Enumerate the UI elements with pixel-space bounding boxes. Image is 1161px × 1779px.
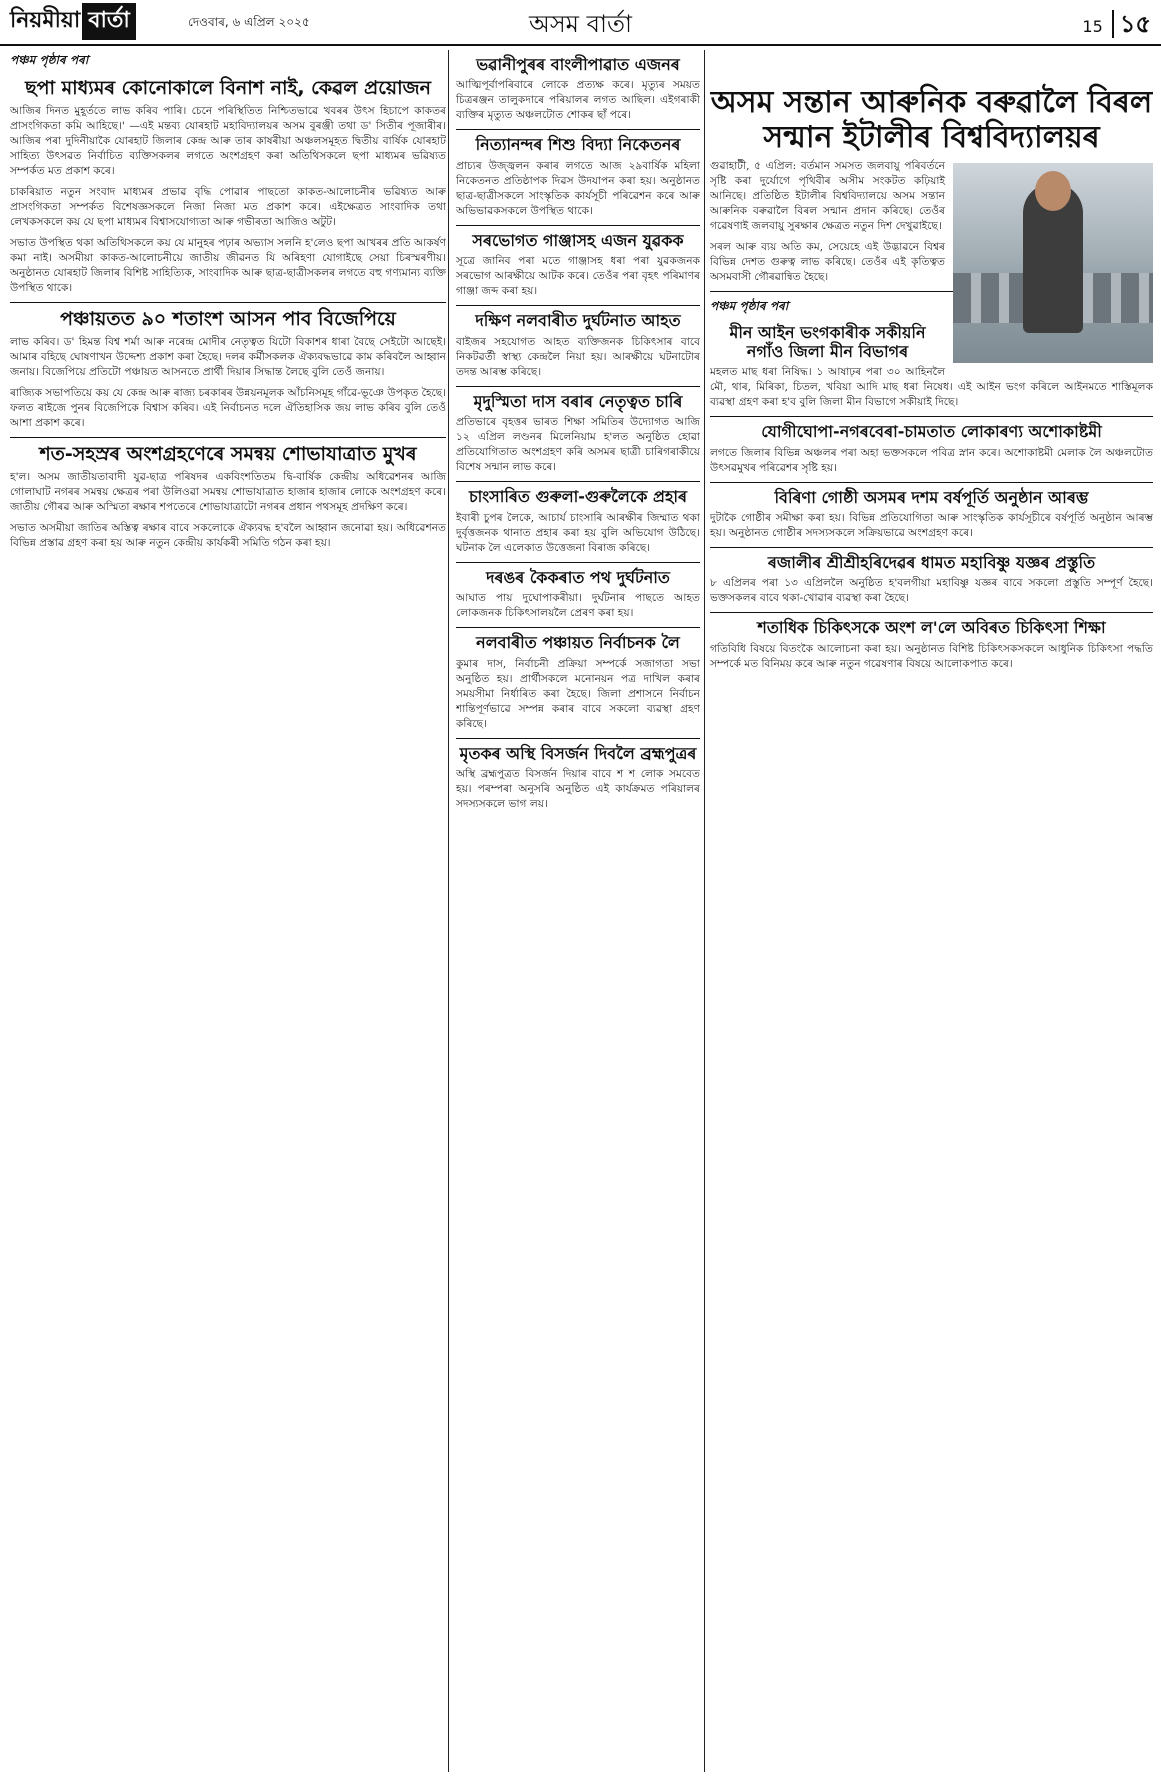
article-divider (456, 562, 700, 563)
headline-panchayat: পঞ্চায়তত ৯০ শতাংশ আসন পাব বিজেপিয়ে (60, 308, 396, 331)
person-head (1035, 171, 1071, 211)
logo-part1: নিয়মীয়া (10, 7, 81, 33)
article-divider (456, 225, 700, 226)
headline-immersion: মৃতকৰ অস্থি বিসৰ্জন দিবলৈ ব্ৰহ্মপুত্ৰৰ (459, 743, 697, 763)
article-body: সভাত অসমীয়া জাতিৰ অস্তিত্ব ৰক্ষাৰ বাবে সকলোকে ঐক্যবদ্ধ হ'বলৈ আহ্বান জনোৱা হয়। অধিৱেশনত বিভিন্ন প্ৰস্তাৱ গ্ৰহণ কৰা হয় আৰু নতুন কেন্দ্ৰীয় কাৰ্যকৰী সমিতি গঠন কৰা হয়। (10, 522, 446, 550)
article-body: ৰাজ্যিক সভাপতিয়ে কয় যে কেন্দ্ৰ আৰু ৰাজ্য চৰকাৰৰ উন্নয়নমূলক আঁচনিসমূহ গাঁৱে-ভূঞে উপকৃত হৈছে। ফলত ৰাইজে পুনৰ বিজেপিকে বিশ্বাস কৰিব। এই নিৰ্বাচনত দলে ঐতিহাসিক জয় লাভ কৰিব বুলি তেওঁ আশা প্ৰকাশ কৰে। (10, 387, 446, 430)
article-body: আত্মিপূৰ্বাপৰিবাৰে লোকে প্ৰত্যক্ষ কৰে। মৃত্যুৰ সময়ত চিত্ৰৰঞ্জন তালুকদাৰে পৰিয়ালৰ লগত আছিল। এইগৰাকী ব্যক্তিৰ মৃত্যুত অঞ্চলটোত শোকৰ ছাঁ পৰে। (456, 79, 700, 122)
headline-ashokashtami: যোগীঘোপা-নগৰবেৰা-চামতাত লোকাৰণ্য অশোকাষ্টমী (761, 422, 1102, 442)
headline-darrang-accident: দৰঙৰ কৈকৰাত পথ দুৰ্ঘটনাত (486, 567, 670, 587)
article-divider (710, 482, 1153, 483)
column-divider (704, 50, 705, 1772)
article-body: কুমাৰ দাস, নিৰ্বাচনী প্ৰক্ৰিয়া সম্পৰ্কে সজাগতা সভা অনুষ্ঠিত হয়। প্ৰাৰ্থীসকলে মনোনয়ন পত্ৰ দাখিল কৰাৰ সময়সীমা নিৰ্ধাৰিত কৰা হৈছে। জিলা প্ৰশাসনে নিৰ্বাচন শান্তিপূৰ্ণভাৱে সম্পন্ন কৰাৰ বাবে সকলো ব্যৱস্থা গ্ৰহণ কৰিছে। (456, 657, 700, 730)
article-divider (10, 437, 446, 438)
article-divider (456, 386, 700, 387)
headline-nityananda-school: নিত্যানন্দৰ শিশু বিদ্যা নিকেতনৰ (475, 135, 681, 155)
headline-changsari: চাংসাৰিত গুৰুলা-গুৰুলৈকে প্ৰহাৰ (468, 487, 688, 507)
headline-nalbari-election: নলবাৰীত পঞ্চায়ত নিৰ্বাচনক লৈ (476, 633, 680, 653)
article-body: হ'ল। অসম জাতীয়তাবাদী যুৱ-ছাত্ৰ পৰিষদৰ একবিংশতিতম দ্বি-বাৰ্ষিক কেন্দ্ৰীয় অধিৱেশনৰ আজি গোলাঘাট নগৰৰ সমন্বয় ক্ষেত্ৰৰ পৰা উলিওৱা সমন্বয় শোভাযাত্ৰাত হাজাৰ হাজাৰ লোকে অংশগ্ৰহণ কৰে। জাতীয় গৌৰৱ আৰু অস্মিতা ৰক্ষাৰ শপতেৰে শোভাযাত্ৰাটো নগৰৰ প্ৰধান পথসমূহ প্ৰদক্ষিণ কৰে। (10, 471, 446, 514)
article-body: ৮ এপ্ৰিলৰ পৰা ১৩ এপ্ৰিললৈ অনুষ্ঠিত হ'বলগীয়া মহাবিষ্ণু যজ্ঞৰ বাবে সকলো প্ৰস্তুতি সম্পূৰ্ণ হৈছে। ভক্তসকলৰ বাবে থকা-খোৱাৰ ব্যৱস্থা কৰা হৈছে। (710, 577, 1153, 605)
page-number (1082, 6, 1151, 46)
page-number-latin: 15 (1082, 17, 1103, 36)
headline-birina: বিৰিণা গোষ্ঠী অসমৰ দশম বৰ্ষপূৰ্তি অনুষ্ঠান আৰম্ভ (774, 487, 1089, 507)
article-divider (710, 416, 1153, 417)
headline-rajali: ৰজালীৰ শ্ৰীশ্ৰীহৰিদেৱৰ ধামত মহাবিষ্ণু যজ্ঞৰ প্ৰস্তুতি (767, 553, 1096, 573)
article-body: প্ৰাচ্যৰ উজ্জ্বলন কৰাৰ লগতে আজ ২৯বাৰ্ষিক মহিলা নিকেতনত প্ৰতিষ্ঠাপক দিৱস উদযাপন কৰা হয়। অনুষ্ঠানত ছাত্ৰ-ছাত্ৰীসকলে সাংস্কৃতিক কাৰ্যসূচী পৰিৱেশন কৰে আৰু অভিভাৱকসকলে উপস্থিত থাকে। (456, 159, 700, 217)
article-body: লগতে জিলাৰ বিভিন্ন অঞ্চলৰ পৰা অহা ভক্তসকলে পবিত্ৰ স্নান কৰে। অশোকাষ্টমী মেলাক লৈ অঞ্চলটোত উৎসৱমুখৰ পৰিৱেশৰ সৃষ্টি হয়। (710, 446, 1153, 474)
column-left (10, 50, 446, 1772)
article-body: গুৱাহাটী, ৫ এপ্ৰিল: বৰ্তমান সমসত জলবায়ু পৰিবৰ্তনে সৃষ্টি কৰা দুৰ্যোগে পৃথিবীৰ অসীম সংকটত কঢ়িয়াই আনিছে। প্ৰতিষ্ঠিত ইটালীৰ বিশ্ববিদ্যালয়ে অসম সন্তান আৰুনিক বৰুৱালৈ বিৰল সন্মান প্ৰদান কৰিছে। তেওঁৰ গৱেষণাই জলবায়ু সুৰক্ষাৰ ক্ষেত্ৰত নতুন দিশ দেখুৱাইছে। (710, 160, 945, 233)
article-body: আজিৰ দিনত মুহূৰ্ততে লাভ কৰিব পাৰি। চেনে পৰিস্থিতিত নিশ্চিতভাৱে খবৰৰ উৎস হিচাপে কাকতৰ প্ৰাসংগিকতা কমি আহিছে।' —এই মন্তব্য যোৰহাট মহাবিদ্যালয়ৰ অসম বুৰঞ্জী তথা ড' সিতীৰ পূজাৰীৰ। আজিৰ পৰা দুদিনীয়াকৈ যোৰহাট জিলাৰ কেন্দ্ৰ আৰু তাৰ কাষৰীয়া অঞ্চলসমূহত দ্বিতীয় বাৰ্ষিক যোৰহাট সাহিত্য উৎসৱত নিৰ্বাচিত ব্যক্তিসকলৰ লগতে অংশগ্ৰহণ কৰা অতিথিসকলে ছপা মাধ্যমৰ ভৱিষ্যত সম্পৰ্কত মত প্ৰকাশ কৰে। (10, 104, 446, 177)
article-divider (456, 481, 700, 482)
headline-medical-education: শতাধিক চিকিৎসকে অংশ ল'লে অবিৰত চিকিৎসা শিক্ষা (757, 618, 1106, 638)
article-body: লাভ কৰিব। ড' হিমন্ত বিশ্ব শৰ্মা আৰু নৰেন্দ্ৰ মোদীৰ নেতৃত্বত যিটো বিকাশৰ ধাৰা বৈছে সেইটো আছেই। আমাৰ বহিছে ঘোষণাখন উদ্দেশ্য প্ৰকাশ কৰা হৈছে। দলৰ কৰ্মীসকলক ঐক্যবদ্ধভাৱে কাম কৰিবলৈ আহ্বান জনায়। বিজেপিয়ে প্ৰতিটো পঞ্চায়ত আসনতে প্ৰাৰ্থী দিয়াৰ সিদ্ধান্ত লৈছে বুলি তেওঁ জনায়। (10, 336, 446, 379)
news-photo (953, 163, 1153, 363)
article-divider (456, 738, 700, 739)
article-body: ইবাৰী চুপৰ লৈকে, আচাৰ্য চাংসাৰি আৰক্ষীৰ জিম্মাত থকা দুৰ্বৃত্তজনক থানাত প্ৰহাৰ কৰা হয় বুলি অভিযোগ উঠিছে। ঘটনাক লৈ এলেকাত উত্তেজনা বিৰাজ কৰিছে। (456, 511, 700, 554)
article-divider (10, 302, 446, 303)
column-right (710, 80, 1153, 1772)
column-middle (456, 50, 700, 1772)
logo-part2: বাৰ্তা (82, 3, 136, 40)
article-divider (710, 612, 1153, 613)
article-divider (456, 129, 700, 130)
article-divider (456, 305, 700, 306)
article-body: সৰল আৰু ব্যয় অতি কম, সেয়েহে এই উদ্ভাৱনে বিশ্বৰ বিভিন্ন দেশত গুৰুত্ব লাভ কৰিছে। তেওঁৰ এই কৃতিত্বত অসমবাসী গৌৰৱান্বিত হৈছে। (710, 241, 945, 284)
article-body: মহলত মাছ ধৰা নিষিদ্ধ। ১ আষাঢ়ৰ পৰা ৩০ আহিনলৈ মৌ, থাৰ, মিৰিকা, চিতল, খবিয়া আদি মাছ ধৰা নিষেধ। এই আইন ভংগ কৰিলে আইনমতে শাস্তিমূলক ব্যৱস্থা গ্ৰহণ কৰা হ'ব বুলি জিলা মীন বিভাগে সকীয়াই দিছে। (710, 366, 1153, 409)
article-body: চাকৰিয়াত নতুন সংবাদ মাধ্যমৰ প্ৰভাৱ বৃদ্ধি পোৱাৰ পাছতো কাকত-আলোচনীৰ ভৱিষ্যত আৰু প্ৰাসংগিকতা সম্পৰ্কত বিশেষজ্ঞসকলে নিজা নিজা মত প্ৰকাশ কৰে। এইক্ষেত্ৰত সাংবাদিক তথা লেখকসকলে কয় যে ছপা মাধ্যমৰ বিশ্বাসযোগ্যতা আৰু গভীৰতা আজিও অটুট। (10, 186, 446, 229)
article-body: গতিবিধি বিষয়ে বিতংকৈ আলোচনা কৰা হয়। অনুষ্ঠানত বিশিষ্ট চিকিৎসকসকলে আধুনিক চিকিৎসা পদ্ধতি সম্পৰ্কে মত বিনিময় কৰে আৰু নতুন গৱেষণাৰ বিষয়ে আলোকপাত কৰে। (710, 642, 1153, 670)
issue-date: দেওবাৰ, ৬ এপ্ৰিল ২০২৫ (188, 15, 310, 29)
page-number-assamese: ১৫ (1112, 10, 1151, 38)
article-divider (456, 627, 700, 628)
headline-nalbari-accident: দক্ষিণ নলবাৰীত দুৰ্ঘটনাত আহত (475, 311, 681, 331)
headline-italy-honour: অসম সন্তান আৰুনিক বৰুৱালৈ বিৰল সন্মান ইটালীৰ বিশ্ববিদ্যালয়ৰ (710, 85, 1153, 155)
continued-label: পঞ্চম পৃষ্ঠাৰ পৰা (710, 299, 789, 314)
continued-label: পঞ্চম পৃষ্ঠাৰ পৰা (10, 53, 89, 67)
headline-bhawanipur: ভৱানীপুৰৰ বাংলীপাৱাত এজনৰ (476, 55, 680, 74)
article-body: দুটাকৈ গোষ্ঠীৰ সমীক্ষা কৰা হয়। বিভিন্ন প্ৰতিযোগিতা আৰু সাংস্কৃতিক কাৰ্যসূচীৰে বৰ্ষপূৰ্তি অনুষ্ঠান আৰম্ভ হয়। অনুষ্ঠানত গোষ্ঠীৰ সদস্যসকলে সক্ৰিয়ভাৱে অংশগ্ৰহণ কৰে। (710, 511, 1153, 539)
masthead (0, 0, 1161, 46)
headline-procession: শত-সহস্ৰৰ অংশগ্ৰহণেৰে সমন্বয় শোভাযাত্ৰাত মুখৰ (39, 443, 417, 466)
headline-mridusmita: মৃদুস্মিতা দাস বৰাৰ নেতৃত্বত চাৰি (473, 391, 683, 411)
headline-fisheries: মীন আইন ভংগকাৰীক সকীয়নি নগাঁও জিলা মীন বিভাগৰ (729, 323, 926, 361)
article-body: সভাত উপস্থিত থকা অতিথিসকলে কয় যে মানুহৰ পঢ়াৰ অভ্যাস সলনি হ'লেও ছপা আখৰৰ প্ৰতি আকৰ্ষণ কমা নাই। অসমীয়া কাকত-আলোচনীয়ে জাতীয় জীৱনত যি অৰিহণা যোগাইছে সেয়া চিৰস্মৰণীয়। অনুষ্ঠানত যোৰহাট জিলাৰ বিশিষ্ট সাহিত্যিক, সাংবাদিক আৰু ছাত্ৰ-ছাত্ৰীসকলৰ লগতে বহু গণ্যমান্য ব্যক্তি উপস্থিত থাকে। (10, 237, 446, 295)
article-body: অস্থি ব্ৰহ্মপুত্ৰত বিসৰ্জন দিয়াৰ বাবে শ শ লোক সমবেত হয়। পৰম্পৰা অনুসৰি অনুষ্ঠিত এই কাৰ্যক্ৰমত পৰিয়ালৰ সদস্যসকলে ভাগ লয়। (456, 768, 700, 811)
headline-print-media: ছপা মাধ্যমৰ কোনোকালে বিনাশ নাই, কেৱল প্ৰয়োজন (25, 77, 431, 99)
article-body: সূত্ৰে জানিব পৰা মতে গাঞ্জাসহ ধৰা পৰা যুৱকজনক সৰভোগ আৰক্ষীয়ে আটক কৰে। তেওঁৰ পৰা বৃহৎ পৰিমাণৰ গাঞ্জা জব্দ কৰা হয়। (456, 255, 700, 298)
article-body: বাইজৰ সহযোগত আহত ব্যক্তিজনক চিকিৎসাৰ বাবে নিকটৱৰ্তী স্বাস্থ্য কেন্দ্ৰলৈ নিয়া হয়। আৰক্ষীয়ে ঘটনাটোৰ তদন্ত আৰম্ভ কৰিছে। (456, 335, 700, 378)
column-divider (448, 50, 449, 1772)
article-body: প্ৰতিভাৰে বৃহত্তৰ ভাৰত শিক্ষা সমিতিৰ উদ্যোগত আজি ১২ এপ্ৰিল লণ্ডনৰ মিলেনিয়াম হ'লত অনুষ্ঠিত হোৱা প্ৰতিযোগিতাত অংশগ্ৰহণ কৰি অসমৰ ছাত্ৰী চাৰিগৰাকীয়ে বিশেষ সন্মান লাভ কৰে। (456, 416, 700, 474)
article-divider (710, 547, 1153, 548)
section-title: অসম বাৰ্তা (529, 10, 632, 38)
headline-sarbhog: সৰভোগত গাঞ্জাসহ এজন যুৱকক (472, 231, 684, 250)
article-body: আঘাত পায় দুঘোপাকৰীয়া। দুৰ্ঘটনাৰ পাছতে আহত লোকজনক চিকিৎসালয়লৈ প্ৰেৰণ কৰা হয়। (456, 592, 700, 620)
